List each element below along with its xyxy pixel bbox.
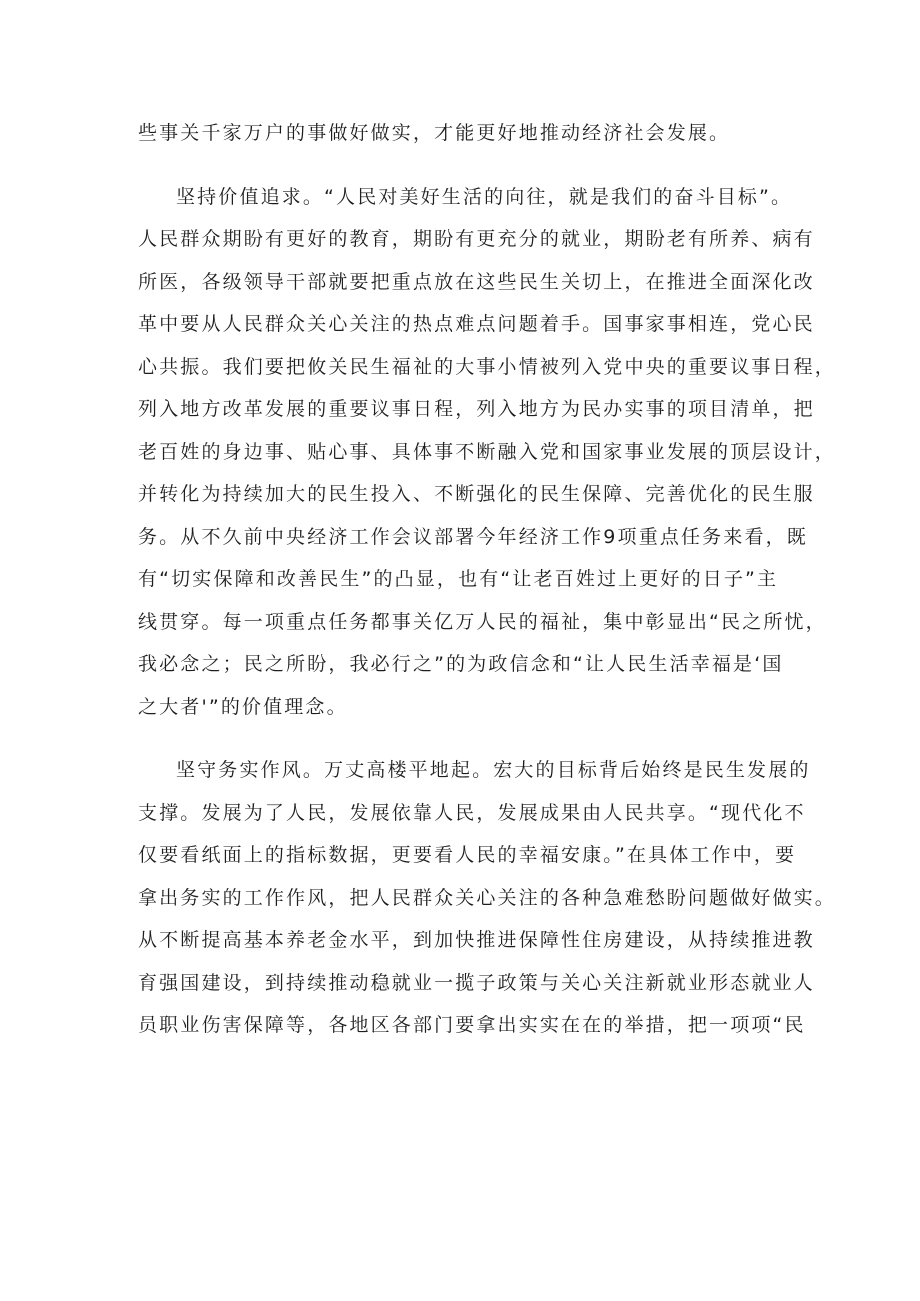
text-line: 老百姓的身边事、贴心事、具体事不断融入党和国家事业发展的顶层设计，	[138, 440, 836, 463]
text-line: 支撑。发展为了人民，发展依靠人民，发展成果由人民共享。“现代化不	[138, 801, 806, 824]
text-line: 并转化为持续加大的民生投入、不断强化的民生保障、完善优化的民生服	[138, 483, 815, 505]
text-line: 坚持价值追求。“人民对美好生活的向往，就是我们的奋斗目标”。	[176, 185, 793, 208]
text-line: 之大者'”的价值理念。	[138, 695, 348, 718]
paragraph-gap	[138, 155, 788, 176]
text-line: 人民群众期盼有更好的教育，期盼有更充分的就业，期盼老有所养、病有	[138, 228, 815, 250]
document-body	[138, 112, 836, 1047]
text-line: 所医，各级领导干部就要把重点放在这些民生关切上，在推进全面深化改	[138, 270, 815, 293]
paragraph-pragmatic-style	[138, 749, 836, 1047]
text-line: 线贯穿。每一项重点任务都事关亿万人民的福祉，集中彰显出“民之所忧，	[138, 610, 827, 633]
text-line: 务。从不久前中央经济工作会议部署今年经济工作9项重点任务来看，既	[138, 525, 808, 548]
text-line: 拿出务实的工作作风，把人民群众关心关注的各种急难愁盼问题做好做实。	[138, 886, 836, 909]
text-line: 育强国建设，到持续推动稳就业一揽子政策与关心关注新就业形态就业人	[138, 971, 815, 994]
text-line: 坚守务实作风。万丈高楼平地起。宏大的目标背后始终是民生发展的	[176, 759, 811, 781]
text-line: 仅要看纸面上的指标数据，更要看人民的幸福安康。”在具体工作中，要	[138, 844, 797, 866]
text-line: 有“切实保障和改善民生”的凸显，也有“让老百姓过上更好的日子”主	[138, 568, 779, 590]
text-line: 从不断提高基本养老金水平，到加快推进保障性住房建设，从持续推进教	[138, 929, 815, 951]
text-line: 我必念之；民之所盼，我必行之”的为政信念和“让人民生活幸福是‘国	[138, 653, 784, 675]
text-line: 员职业伤害保障等，各地区各部门要拿出实实在在的举措，把一项项“民	[138, 1014, 806, 1036]
text-line: 心共振。我们要把攸关民生福祉的大事小情被列入党中央的重要议事日程，	[138, 355, 836, 378]
text-line: 革中要从人民群众关心关注的热点难点问题着手。国事家事相连，党心民	[138, 313, 815, 335]
paragraph-gap	[138, 728, 788, 749]
paragraph-continuation	[138, 112, 788, 155]
paragraph-value-pursuit	[138, 176, 836, 729]
text-line: 列入地方改革发展的重要议事日程，列入地方为民办实事的项目清单，把	[138, 398, 815, 420]
text-line: 些事关千家万户的事做好做实，才能更好地推动经济社会发展。	[138, 122, 731, 144]
